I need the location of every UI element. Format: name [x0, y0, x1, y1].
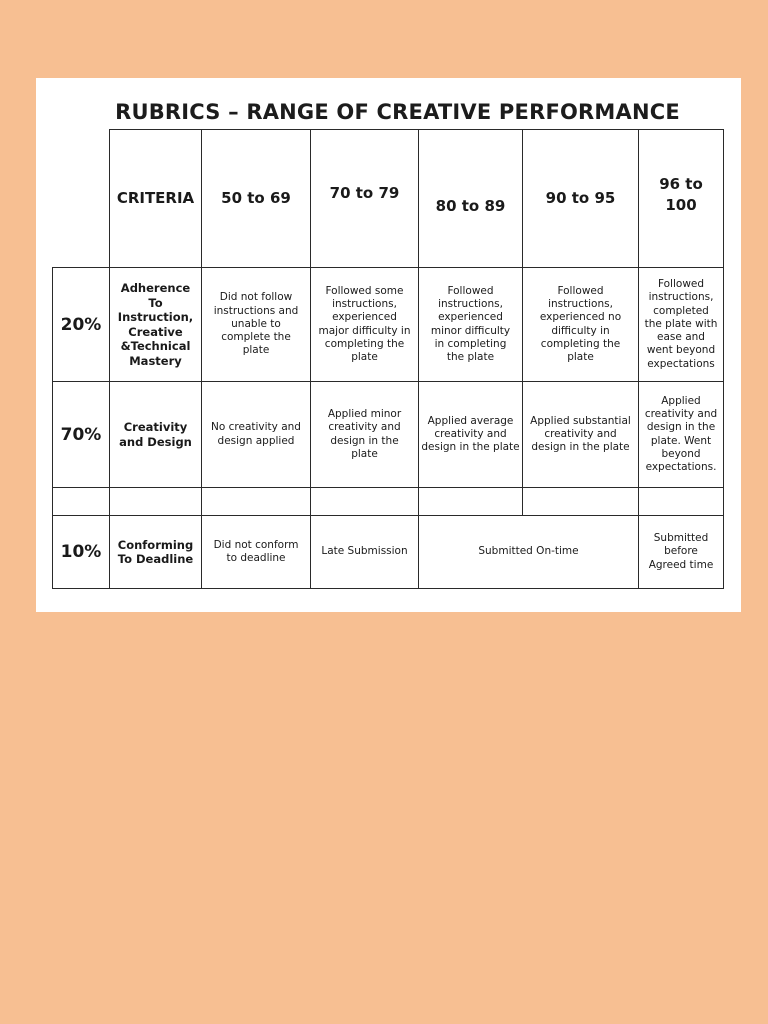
empty-cell: [638, 487, 724, 516]
range-header-2: [310, 129, 419, 268]
range-header-5: [638, 129, 724, 268]
weight-cell-20: [52, 267, 110, 382]
range-header-label: 50 to 69: [221, 189, 291, 207]
rubric-cell-text: Did not conform to deadline: [213, 538, 299, 564]
criterion-creativity: [109, 381, 202, 488]
rubric-sheet: [36, 78, 741, 612]
rubric-cell-text: Followed instructions, experienced minor difficulty in completing the plate: [430, 284, 511, 364]
criterion-label: Creativity and Design: [119, 420, 192, 449]
page-title: RUBRICS – RANGE OF CREATIVE PERFORMANCE: [115, 100, 680, 124]
rubric-cell: [638, 381, 724, 488]
range-header-label: 70 to 79: [329, 184, 400, 202]
rubric-cell: [201, 381, 311, 488]
rubric-cell: [201, 267, 311, 382]
weight-label: 10%: [60, 542, 102, 562]
criterion-label: Adherence To Instruction, Creative &Technical Mastery: [117, 281, 194, 368]
rubric-cell: [638, 267, 724, 382]
rubric-cell-text: Submitted before Agreed time: [648, 532, 714, 571]
criteria-header: [109, 129, 202, 268]
rubric-cell: [418, 381, 523, 488]
rubric-cell-text: Followed instructions, experienced no difficulty in completing the plate: [539, 284, 622, 364]
range-header-1: [201, 129, 311, 268]
rubric-cell-merged: [418, 515, 639, 589]
rubric-cell: [418, 267, 523, 382]
criterion-adherence: [109, 267, 202, 382]
rubric-cell-text: Applied substantial creativity and design in the plate: [530, 414, 631, 454]
criterion-label: Conforming To Deadline: [117, 537, 194, 566]
range-header-label: 80 to 89: [435, 197, 506, 215]
rubric-cell: [522, 381, 639, 488]
rubric-cell-text: Followed instructions, completed the plate with ease and went beyond expectations: [644, 277, 718, 370]
range-header-3: [418, 129, 523, 268]
weight-cell-10: [52, 515, 110, 589]
range-header-label: 96 to 100: [659, 174, 703, 214]
empty-cell: [418, 487, 523, 516]
empty-cell: [52, 487, 110, 516]
rubric-cell: [310, 515, 419, 589]
empty-cell: [109, 487, 202, 516]
rubric-cell: [201, 515, 311, 589]
range-header-4: [522, 129, 639, 268]
rubric-cell-text: Applied creativity and design in the plate. Went beyond expectations.: [644, 394, 718, 474]
rubric-cell-text: No creativity and design applied: [211, 421, 301, 447]
empty-cell: [522, 487, 639, 516]
weight-label: 70%: [60, 424, 102, 445]
rubric-cell: [310, 267, 419, 382]
weight-label: 20%: [60, 314, 102, 335]
weight-cell-70: [52, 381, 110, 488]
empty-cell: [310, 487, 419, 516]
criteria-header-label: CRITERIA: [116, 189, 195, 207]
rubric-cell: [522, 267, 639, 382]
rubric-cell: [310, 381, 419, 488]
rubric-cell-text: Applied minor creativity and design in the plate: [327, 407, 402, 460]
criterion-deadline: [109, 515, 202, 589]
rubric-cell-text: Submitted On-time: [478, 545, 579, 558]
rubric-cell-text: Late Submission: [321, 545, 408, 558]
rubric-cell: [638, 515, 724, 589]
range-header-label: 90 to 95: [545, 189, 616, 207]
rubric-cell-text: Applied average creativity and design in the plate: [421, 414, 520, 454]
rubric-cell-text: Did not follow instructions and unable to complete the plate: [213, 291, 299, 357]
rubric-cell-text: Followed some instructions, experienced major difficulty in completing the plate: [318, 284, 411, 364]
empty-cell: [201, 487, 311, 516]
